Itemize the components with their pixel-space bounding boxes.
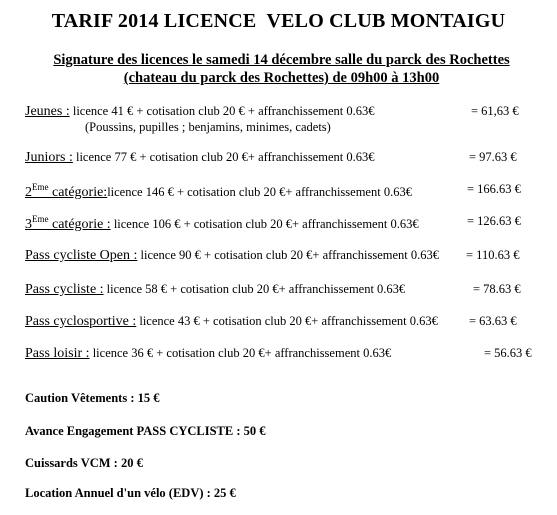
tariff-total: = 63.63 € — [469, 314, 517, 328]
tariff-row-pass-cyclosportive — [25, 314, 535, 330]
tariff-detail: licence 36 € + cotisation club 20 €+ affranchissement 0.63€ — [89, 346, 392, 360]
tariff-row-3eme-categorie — [25, 214, 535, 233]
tariff-category — [25, 182, 108, 200]
tariff-category: Juniors : — [25, 150, 73, 165]
extra-avance-engagement: Avance Engagement PASS CYCLISTE : 50 € — [25, 424, 266, 438]
tariff-category: Pass loisir : — [25, 346, 90, 361]
tariff-category — [25, 214, 111, 232]
extra-cuissards: Cuissards VCM : 20 € — [25, 456, 143, 470]
extra-location-velo: Location Annuel d'un vélo (EDV) : 25 € — [25, 486, 236, 500]
tariff-detail: licence 77 € + cotisation club 20 €+ affranchissement 0.63€ — [72, 150, 375, 164]
tariff-category: Pass cycliste : — [25, 282, 104, 297]
category-label: catégorie: — [48, 185, 108, 200]
tariff-row-pass-loisir — [25, 346, 535, 362]
category-number: 2 — [25, 185, 32, 200]
tariff-category: Pass cycliste Open : — [25, 248, 138, 263]
tariff-detail: licence 106 € + cotisation club 20 €+ affranchissement 0.63€ — [110, 217, 419, 231]
tariff-total: = 97.63 € — [469, 150, 517, 164]
page-title: TARIF 2014 LICENCE VELO CLUB MONTAIGU — [51, 10, 506, 32]
tariff-total: = 166.63 € — [467, 182, 521, 196]
tariff-detail: licence 43 € + cotisation club 20 €+ affranchissement 0.63€ — [136, 314, 438, 328]
tariff-row-pass-cycliste-open — [25, 248, 535, 264]
tariff-row-pass-cycliste — [25, 282, 535, 298]
tariff-detail: licence 146 € + cotisation club 20 €+ affranchissement 0.63€ — [107, 185, 412, 199]
tariff-total: = 56.63 € — [484, 346, 532, 360]
tariff-detail: licence 90 € + cotisation club 20 €+ affranchissement 0.63€ — [137, 248, 440, 262]
tariff-total: = 78.63 € — [473, 282, 521, 296]
tariff-total: = 110.63 € — [466, 248, 520, 262]
category-suffix: Eme — [32, 214, 49, 224]
tariff-category: Jeunes : — [25, 104, 70, 119]
tariff-note-jeunes: (Poussins, pupilles ; benjamins, minimes, cadets) — [85, 120, 331, 134]
tariff-detail: licence 58 € + cotisation club 20 €+ affranchissement 0.63€ — [103, 282, 406, 296]
tariff-total: = 61,63 € — [471, 104, 519, 118]
tariff-row-juniors — [25, 150, 535, 166]
tariff-category: Pass cyclosportive : — [25, 314, 137, 329]
category-label: catégorie : — [48, 217, 111, 232]
signing-info-line-1: Signature des licences le samedi 14 décembre salle du parck des Rochettes — [53, 52, 510, 68]
category-suffix: Eme — [32, 182, 49, 192]
signing-info-line-2: (chateau du parck des Rochettes) de 09h00 à 13h00 — [123, 70, 440, 86]
tariff-row-2eme-categorie — [25, 182, 535, 201]
category-number: 3 — [25, 217, 32, 232]
tariff-row-jeunes — [25, 104, 535, 120]
tariff-total: = 126.63 € — [467, 214, 521, 228]
extra-caution-vetements: Caution Vêtements : 15 € — [25, 391, 160, 405]
tariff-detail: licence 41 € + cotisation club 20 € + affranchissement 0.63€ — [69, 104, 375, 118]
